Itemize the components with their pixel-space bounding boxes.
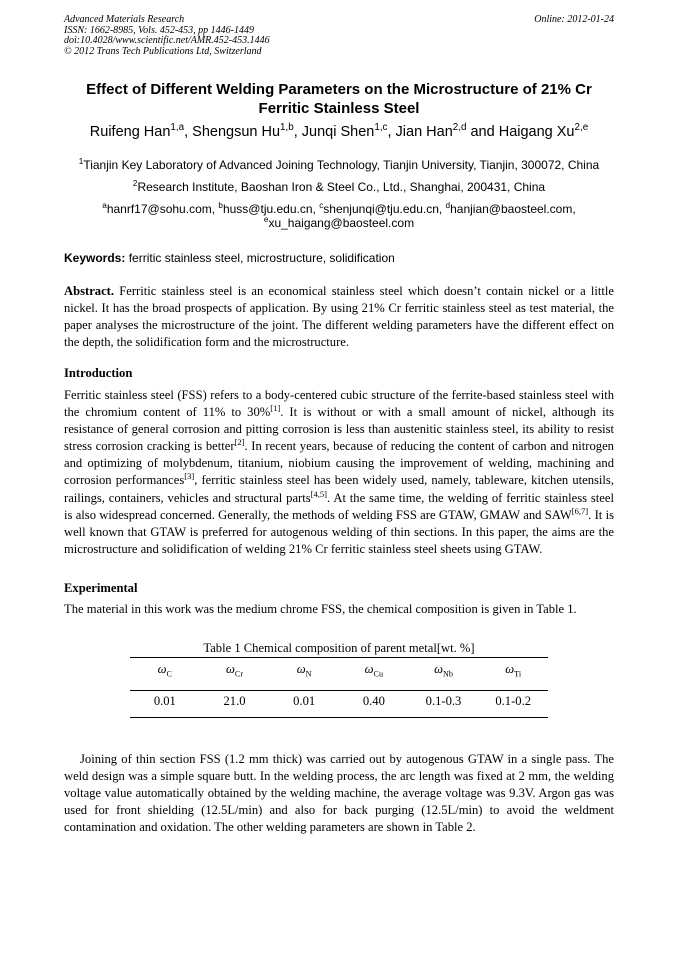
introduction-heading: Introduction — [64, 366, 133, 380]
paper-title — [40, 80, 638, 118]
affiliation-2: $^2$Research Institute, Baoshan Iron & Steel Co., Ltd., Shanghai, 200431, China — [132, 179, 546, 194]
table-header-cell: $\omega_{Cr}$ — [225, 662, 244, 679]
title-line-1: Effect of Different Welding Parameters on the Microstructure of 21% Cr — [86, 81, 592, 98]
table-header-cell: $\omega_{Cu}$ — [364, 662, 384, 679]
email-link[interactable]: $^d$hanjian@baosteel.com — [445, 201, 573, 216]
introduction-body: Ferritic stainless steel (FSS) refers to a body-centered cubic structure of the ferrite-based stainless steel with the chromium content of 11% to 30%[1]. It is without or with a small amount of nickel, although its resistance of general corrosion and pitting corrosion is less than austenitic stainless steel, its ability to resist stress corrosion cracking is better[2]. In recent years, because of reducing the content of carbon and nitrogen and optimizing of molybdenum, titanium, niobium causing the improvement of welding, machining and corrosion performances[3], ferritic stainless steel has been widely used, namely, tableware, kitchen utensils, railings, containers, vehicles and structural parts[4,5]. At the same time, the welding of ferritic stainless steel is also widespread concerned. Generally, the methods of welding FSS are GTAW, GMAW and SAW[6,7]. It is well known that GTAW is preferred for autogenous welding of thin sections. In this paper, the aims are the microstructure and solidification of welding 21% Cr ferritic stainless steel sheets using GTAW. — [64, 388, 614, 556]
email-link[interactable]: $^b$huss@tju.edu.cn — [218, 201, 313, 216]
abstract-text: Ferritic stainless steel is an economical stainless steel which doesn’t contain nickel or a little nickel. It has the broad prospects of application. By using 21% Cr ferritic stainless steel as test material, the paper analyses the microstructure of the joint. The different welding parameters have the different effect on the depth, the solidification form and the microstructure. — [64, 284, 614, 350]
table-cell: 0.01 — [153, 694, 176, 708]
table-row — [130, 694, 548, 709]
citation: [3] — [184, 471, 195, 482]
table-header-row — [130, 662, 548, 677]
citation: [1] — [270, 402, 281, 413]
online-date: Online: 2012-01-24 — [534, 14, 614, 25]
title-line-2: Ferritic Stainless Steel — [258, 100, 420, 117]
doi-line: doi:10.4028/www.scientific.net/AMR.452-453.1446 — [64, 35, 270, 47]
table-cell: 0.1-0.2 — [495, 694, 532, 708]
table-header-cell: $\omega_{Nb}$ — [434, 662, 453, 679]
issn-line: ISSN: 1662-8985, Vols. 452-453, pp 1446-1449 — [64, 24, 254, 36]
citation: [6,7] — [571, 505, 589, 516]
table-bottom-rule — [130, 717, 548, 718]
affiliation-1: $^1$Tianjin Key Laboratory of Advanced Joining Technology, Tianjin University, Tianjin, 300072, China — [78, 157, 600, 172]
author: Junqi Shen$^{1,c}$, — [301, 122, 396, 140]
table-header-cell: $\omega_C$ — [157, 662, 173, 679]
table-cell: 0.40 — [362, 694, 385, 708]
table-cell: 0.1-0.3 — [425, 694, 462, 708]
table-caption: Table 1 Chemical composition of parent metal[wt. %] — [203, 641, 475, 655]
table-mid-rule — [130, 690, 548, 691]
abstract — [64, 283, 614, 351]
journal-header — [64, 15, 270, 57]
email-link[interactable]: $^c$shenjunqi@tju.edu.cn — [319, 201, 439, 216]
email-link[interactable]: $^e$xu_haigang@baosteel.com — [263, 215, 415, 230]
keywords-text: ferritic stainless steel, microstructure, solidification — [128, 251, 395, 265]
experimental-heading: Experimental — [64, 581, 138, 595]
citation: [2] — [234, 437, 245, 448]
author: Jian Han$^{2,d}$ and — [395, 122, 499, 140]
keywords-label: Keywords: — [64, 251, 126, 265]
table-top-rule — [130, 657, 548, 658]
email-list: $^a$hanrf17@sohu.com, $^b$huss@tju.edu.cn, $^c$shenjunqi@tju.edu.cn, $^d$hanjian@baosteel.com, $^e$xu_haigang@baosteel.com — [102, 201, 576, 230]
table-header-cell: $\omega_{Ti}$ — [505, 662, 522, 679]
keywords — [64, 251, 395, 265]
table-cell: 21.0 — [223, 694, 246, 708]
experimental-paragraph-2: Joining of thin section FSS (1.2 mm thick) was carried out by autogenous GTAW in a single pass. The weld design was a simple square butt. In the welding process, the arc length was fixed at 2 mm, the welding voltage value automatically obtained by the welding machine, the average voltage was 9.3V. Argon gas was used for front shielding (12.5L/min) and also for back purging (12.5L/min) to avoid the weldment contamination and oxidation. The other welding parameters are shown in Table 2. — [64, 752, 614, 835]
author: Haigang Xu$^{2,e}$ — [498, 122, 589, 140]
experimental-paragraph-1: The material in this work was the medium chrome FSS, the chemical composition is given in Table 1. — [64, 602, 577, 616]
email-link[interactable]: $^a$hanrf17@sohu.com — [102, 201, 212, 216]
copyright-line: © 2012 Trans Tech Publications Ltd, Switzerland — [64, 45, 262, 57]
author: Ruifeng Han$^{1,a}$, — [89, 122, 193, 140]
author-list — [30, 122, 648, 142]
abstract-label: Abstract. — [64, 284, 115, 298]
journal-name: Advanced Materials Research — [64, 14, 185, 25]
author: Shengsun Hu$^{1,b}$, — [192, 122, 302, 140]
table-cell: 0.01 — [293, 694, 316, 708]
table-header-cell: $\omega_N$ — [296, 662, 312, 679]
citation: [4,5] — [310, 488, 328, 499]
